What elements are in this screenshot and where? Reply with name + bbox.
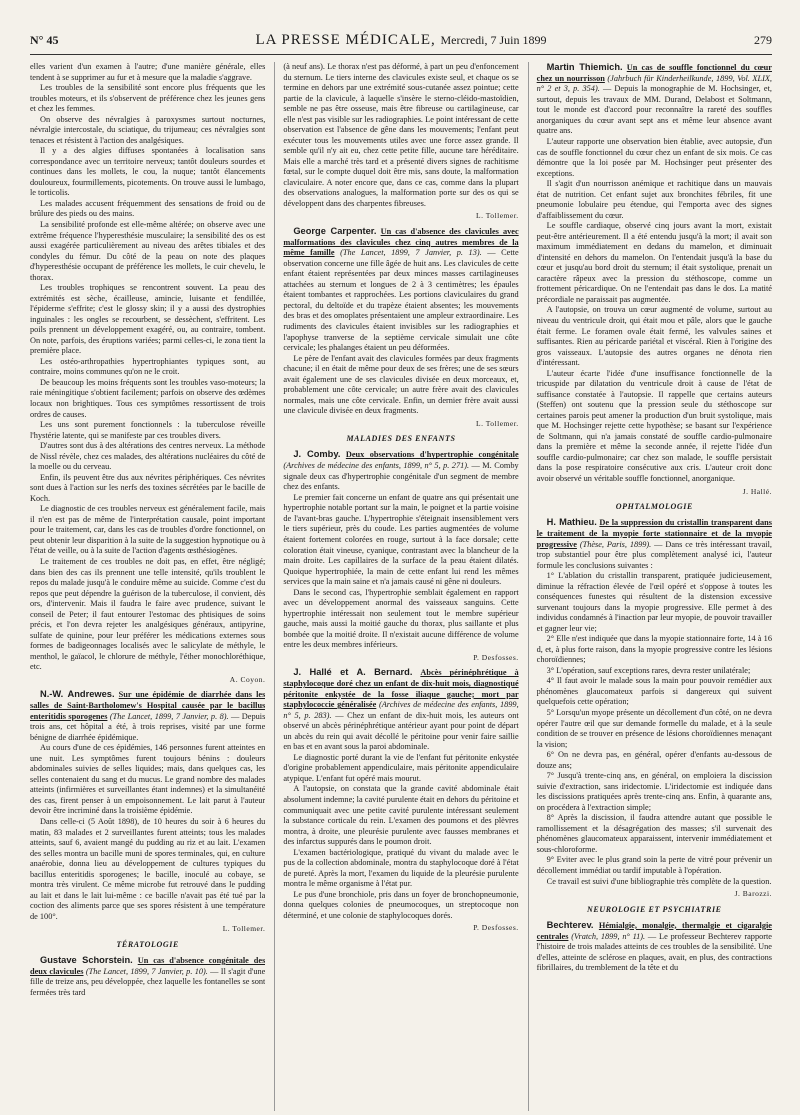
article-entry [537, 920, 772, 974]
article-title: Un cas d'absence des clavicules avec malformations des clavicules chez cinq autres membres de la même famille [283, 226, 519, 258]
article-entry [30, 955, 265, 998]
article-reference: (Jahrbuch für Kinderheilkunde, 1899, Vol. XLIX, n° 2 et 3, p. 354). [536, 73, 772, 94]
paragraph: 5° Lorsqu'un myope présente un décollement d'un côté, on ne devra opérer l'autre œil que sur demande formelle du malade, et à la seule condition de se trouver en présence de lésions choroïdiennes menaçant la vision; [536, 708, 772, 749]
column-left [30, 62, 265, 1111]
article-entry [30, 689, 265, 743]
article-body: — Depuis la monographie de M. Hochsinger, et, surtout, depuis les travaux de MM. Durand, Delabost et Soltmann, tout le monde est d'accord pour reconnaître la rareté des souffles anorganiques du cœur avant sept ans et même leur absence avant quatre ans. [536, 84, 772, 136]
article-signature: L. Tollemer. [476, 418, 519, 428]
article-body: — Depuis trois ans, cet hôpital a été, à trois reprises, visité par une forme bénigne de diarrhée épidémique. [30, 711, 266, 742]
paragraph: 9° Eviter avec le plus grand soin la perte de vitré pour prévenir un décollement immédiat ou tardif imputable à l'opération. [536, 855, 772, 875]
article-signature: P. Desfosses. [473, 652, 519, 662]
article-entry [537, 62, 772, 137]
article-body: — Cette observation concerne une fille âgée de huit ans. Les clavicules de cette enfant étaient représentées par deux minces masses cartilagineuses attachées au sternum et longues de 2 à 3 centimètres; les épaules étaient tombantes et rapprochées. Les portions claviculaires du grand pectoral, du deltoïde et du trapèze étaient absentes; les mouvements des bras et des omoplates présentaient une ampleur extraordinaire. Les rudiments des clavicules étaient invisibles sur les radiographies et l'apophyse tranverse de la septième cervicale simulait une côte cervicale; les phalanges étaient un peu déformées. [283, 248, 519, 353]
article-author: N.-W. Andrewes. [40, 689, 115, 700]
paragraph: Il y a des algies diffuses spontanées à localisation sans correspondance avec un territoire nerveux; tantôt douleurs sourdes et continues dans les mollets, le cou, la nuque; tantôt élancements douloureux, fourmillements, picotements. On trouve aussi le lumbago, le torticolis. [30, 146, 266, 198]
article-author: Martin Thiemich. [546, 62, 623, 72]
paragraph: Les troubles de la sensibilité sont encore plus fréquents que les troubles moteurs, et ils s'observent de préférence chez les jeunes gens et chez les femmes. [30, 83, 266, 114]
article-signature: L. Tollemer. [476, 211, 519, 221]
journal-title: LA PRESSE MÉDICALE, [255, 32, 436, 48]
article-body: — Dans ce très intéressant travail, trop substantiel pour être plus complètement analysé ici, l'auteur formule les conclusions suivantes : [536, 539, 772, 570]
section-heading: TÉRATOLOGIE [116, 939, 179, 949]
article-signature: J. Barozzi. [734, 889, 772, 899]
paragraph: Le père de l'enfant avait des clavicules formées par deux fragments chacune; il en était de même pour deux de ses frères; une de ses sœurs avait également une de ses clavicules divisée en deux morceaux, et, probablement une côte cervicale; un autre frère avait des clavicules normales, mais une côte cervicale. Enfin, un dernier frère avait aussi une clavicule divisée en deux fragments. [283, 353, 519, 416]
article-author: J. Hallé et A. Bernard. [293, 667, 413, 678]
article-body: — M. Comby signale deux cas d'hypertrophie congénitale d'un segment de membre chez des enfants. [283, 461, 519, 492]
article-title: Sur une épidémie de diarrhée dans les salles de Saint-Bartholomew's Hospital causée par le bacillus enteritidis sporogenes [30, 690, 266, 721]
page-header [30, 32, 772, 55]
paragraph: Ce travail est suivi d'une bibliographie très complète de la question. [546, 876, 772, 886]
paragraph: Le diagnostic porté durant la vie de l'enfant fut péritonite enkystée d'origine probablement appendiculaire, mais péritonite appendiculaire atypique. L'enfant fut opéré mais mourut. [283, 752, 519, 783]
article-reference: (Archives de médecine des enfants, 1899, n° 5, p. 271). [283, 461, 470, 471]
paragraph: Les troubles trophiques se rencontrent souvent. La peau des extrémités est sèche, écailleuse, amincie, luisante et fendillée, l'épiderme s'effrite; c'est le glossy skin; il y a aussi des dystrophies inguinales : les ongles se recourbent, se dessèchent, s'effritent. Les poils prennent un développement exagéré, ou, au contraire, tombent. On note, parfois, des éruptions variées; parmi celles-ci, le zona tient la première place. [30, 283, 266, 356]
paragraph: L'auteur écarte l'idée d'une insuffisance fonctionnelle de la tricuspide par dilatation du ventricule droit à cause de l'état de suffisance constatée à l'autopsie. Il rappelle que certains auteurs (Steffen) ont soutenu que la pression seule du stéthoscope sur certaines parois peut amener la production d'un bruit systolique, mais que M. Hochsinger rejette cette hypothèse; se basant sur l'expérience de Soltmann, qui n'a jamais constaté de souffle cardio-pulmonaire dans la première et même la seconde année, il rejette l'idée d'un souffle cardio-pulmonaire; car chez son malade, le souffle persistait dans la pose respiratoire consécutive aux cris. L'auteur croit donc avoir observé un véritable souffle fonctionnel, anorganique. [536, 368, 772, 483]
article-author: J. Comby. [293, 449, 341, 460]
paragraph: 7° Jusqu'à trente-cinq ans, en général, on emploiera la discission suivie d'extraction, sans iridectomie. L'iridectomie est indiquée dans les discissions pratiquées après trente-cinq ans. Enfin, à quarante ans, on procédera à l'extraction simple; [536, 771, 772, 812]
column-middle [274, 62, 518, 1111]
article-body: — Le professeur Bechterev rapporte l'histoire de trois malades atteints de ces troubles de la sensibilité. Une d'elles, atteinte de sclérose en plaques, avait, en plus, des contractions fibrillaires, du tremblement de la tête et du [536, 931, 772, 973]
paragraph: Les ostéo-arthropathies hypertrophiantes typiques sont, au contraire, moins communes qu'on ne le croit. [30, 356, 266, 377]
paragraph: 6° On ne devra pas, en général, opérer d'enfants au-dessous de douze ans; [536, 750, 772, 770]
article-signature: P. Desfosses. [473, 923, 519, 933]
article-author: Gustave Schorstein. [40, 954, 133, 965]
paragraph: Le traitement de ces troubles ne doit pas, en effet, être négligé; dans bien des cas ils prennent une telle intensité, qu'ils troublent le repos du malade jusqu'à le conduire même au suicide. Comme c'est du repos que peut dépendre la guérison de la tuberculose, il convient, dès ors, d'intervenir. Mais il faudra le faire avec prudence, suivant le conseil de Peter; il faut entourer l'estomac des phtisiques de soins précis, et l'on devra rejeter les analgésiques généraux, antipyrine, sulfate de quinine, pour leur préférer les médications externes sous formes de badigeonnages localisés avec le salicylate de méthyle, le menthol, le gaïacol, le chlorure de méthyle, l'éther monochloréthique, etc. [30, 556, 266, 672]
section-heading: NEUROLOGIE ET PSYCHIATRIE [587, 904, 722, 914]
article-entry [283, 449, 518, 492]
paragraph: 4° Il faut avoir le malade sous la main pour pouvoir remédier aux phénomènes glaucomateux parfois si dangereux qui suivent quelquefois cette opération; [536, 676, 772, 707]
text-columns [30, 62, 772, 1111]
article-entry [537, 517, 772, 571]
article-author: George Carpenter. [293, 225, 377, 236]
paragraph: Il s'agit d'un nourrisson anémique et rachitique dans un mauvais état de nutrition. Cet enfant sujet aux bronchites fébriles, fit une pneumonie lobulaire peu étendue, qui l'emporta avec des signes d'affaiblissement du cœur. [536, 179, 772, 220]
article-entry [283, 667, 518, 753]
article-title: De la suppression du cristallin transparent dans le traitement de la myopie forte stationnaire et de la myopie progressive [536, 518, 772, 549]
paragraph: 1° L'ablation du cristallin transparent, pratiquée judicieusement, diminue la réfraction élevée de l'œil opéré et s'oppose à toutes les conséquences funestes qui résultent de la distension excessive survenant toujours dans la myopie progressive. Elle permet à des individus condamnés à l'inaction par leur myopie, de pouvoir travailler et gagner leur vie; [536, 571, 772, 633]
paragraph: Le diagnostic de ces troubles nerveux est généralement facile, mais il n'en est pas de même de l'interprétation causale, point important pour le traitement, car, dans les cas de troubles d'ordre fonctionnel, on peut obtenir leur disparition à la suite de la suggestion hypnotique ou à l'état de veille, ou à la suite de l'action d'agents œsthésiogènes. [30, 504, 266, 556]
paragraph: La sensibilité profonde est elle-même altérée; on observe avec une extrême fréquence l'hyperesthésie musculaire; la sensibilité des os est aussi exagérée particulièrement au niveau des arêtes tibiales et des condyles du fémur. Du côté de la peau on note des plaques d'hyperesthésie occupant de préférence les mollets, le cuir chevelu, le thorax. [30, 219, 266, 282]
paragraph: L'auteur rapporte une observation bien établie, avec autopsie, d'un cas de souffle fonctionnel du cœur chez un enfant de six mois. Ce cas démontre que la loi posée par M. Hochsinger peut présenter des exceptions. [536, 136, 772, 178]
paragraph: Le souffle cardiaque, observé cinq jours avant la mort, existait peut-être antérieurement. Il a été entendu jusqu'à la mort; il avait son maximum immédiatement en dedans du mamelon, et diminuait d'intensité en dehors du mamelon. On l'entendait jusqu'à la base du cœur et jusqu'au bord droit du sternum; il était systolique, prenait un caractère râpeux avec la pression du stéthoscope, comme un frottement péricardique. On ne l'entendait pas dans le dos. La matité précordiale ne paraissait pas augmentée. [536, 221, 772, 304]
article-reference: (The Lancet, 1899, 7 Janvier, p. 8). [109, 711, 229, 721]
article-body: — Il s'agit d'une fille de treize ans, peu développée, chez laquelle les fontanelles se sont fermées très tard [30, 966, 266, 997]
page-number: 279 [754, 33, 772, 47]
issue-number: N° 45 [30, 33, 59, 47]
column-right [528, 62, 772, 1111]
paragraph: 2° Elle n'est indiquée que dans la myopie stationnaire forte, 14 à 16 d, et, à plus forte raison, dans la myopie progressive contre les lésions choroïdiennes; [536, 634, 772, 665]
paragraph: Le pus d'une bronchiole, pris dans un foyer de bronchopneumonie, donna quelques colonies de pneumocoques, un streptocoque non déterminé, et une colonie de staphylocoques dorés. [283, 889, 519, 920]
paragraph: De beaucoup les moins fréquents sont les troubles vaso-moteurs; la raie méningitique s'obtient facilement; parfois on observe des œdèmes locaux non brightiques. Tous ces symptômes ressortissent de trois ordres de causes. [30, 377, 266, 419]
article-title: Deux observations d'hypertrophie congénitale [345, 450, 519, 460]
article-reference: (The Lancet, 1899, 7 Janvier, p. 10). [85, 966, 208, 976]
paragraph: Les malades accusent fréquemment des sensations de froid ou de brûlure des pieds ou des mains. [30, 198, 266, 219]
paragraph: L'examen bactériologique, pratiqué du vivant du malade avec le pus de la collection abdominale, montra du staphylocoque doré à l'état de pureté. Après la mort, l'examen du liquide de la pleurésie purulente montra le même organisme à l'état pur. [283, 847, 519, 889]
article-reference: (The Lancet, 1899, 7 Janvier, p. 13). [340, 248, 482, 258]
article-title: Un cas d'absence congénitale des deux clavicules [30, 955, 266, 976]
paragraph: D'autres sont dus à des altérations des centres nerveux. La méthode de Nissl révèle, chez ces malades, des altérations nucléaires du côté de la moelle ou du cerveau. [30, 441, 266, 472]
paragraph: elles varient d'un examen à l'autre; d'une manière générale, elles tendent à se supprimer au fur et à mesure que la maladie s'aggrave. [30, 62, 266, 82]
journal-masthead [110, 32, 692, 49]
article-reference: (Archives de médecine des enfants, 1899, n° 5, p. 283). [283, 700, 519, 720]
paragraph: 3° L'opération, sauf exceptions rares, devra rester unilatérale; [546, 665, 751, 675]
paragraph: A l'autopsie, on trouva un cœur augmenté de volume, surtout au niveau du ventricule droit, qui était mou et pâle, alors que le gauche était ferme. Le foramen ovale était fermé, les valvules saines et suffisantes. Rien au péricarde pariétal et viscéral. Rien à l'origine des gros vaisseaux. L'autopsie des autres organes ne dénota rien d'intéressant. [536, 305, 772, 368]
section-heading: OPHTALMOLOGIE [615, 502, 693, 512]
article-reference: (Thèse, Paris, 1899). [579, 539, 652, 549]
paragraph: Le premier fait concerne un enfant de quatre ans qui présentait une hypertrophie notable portant sur la main, le poignet et la partie voisine de l'avant-bras gauche. L'hypertrophie s'éteignait insensiblement vers le tiers supérieur, près du coude. Les parties augmentées de volume étaient fortement colorées en rouge, surtout à la face dorsale; cette coloration était vineuse, cyanique, contrastant avec la blancheur de la main droite. Les capillaires de la surface de la peau étaient dilatés. Quoique hypertrophiée, la main de cette enfant lui rend les mêmes services que la main saine et n'a jamais causé ni gêne ni douleurs. [283, 492, 519, 587]
paragraph: A l'autopsie, on constata que la grande cavité abdominale était absolument indemne; la cavité purulente était en dehors du péritoine et communiquait avec une petite cavité purulente intéressant seulement la substance corticale du rein. L'examen des poumons et des plèvres montra, à droite, une pleurésie purulente avec fausses membranes et des infarctus suppurés dans le poumon droit. [283, 784, 519, 847]
paragraph: (à neuf ans). Le thorax n'est pas déformé, à part un peu d'enfoncement du sternum. Le tiers interne des clavicules existe seul, et chaque os se termine en dehors par une extrémité sous-cutanée assez pointue; cette partie de la clavicule, à laquelle s'insère le sterno-cléido-mastoïdien, semble ne pas être osseuse, mais être fibreuse ou cartilagineuse, car elle n'est pas visible sur les radiographies. Le point intéressant de cette observation est l'absence de gêne dans les mouvements; l'enfant peut exécuter tous les mouvements utiles avec une force assez grande. Il semble qu'il n'y ait eu, chez cette petite fille, aucune tare héréditaire. Mais elle a marché très tard et a présenté divers signes de rachitisme fœtal, sur le compte duquel doit être mis, sans doute, la malformation claviculaire. A noter encore que, dans ce cas, comme dans la plupart des observations analogues, la malformation porte sur des os qui se développent dans des charpentes fibreuses. [283, 62, 519, 208]
paragraph: Dans le second cas, l'hypertrophie semblait également en rapport avec un développement anormal des vaisseaux sanguins. Cette hypertrophie intéressait non seulement tout le membre supérieur gauche, mais aussi la moitié gauche du thorax, plus saillante et plus bombée que la moitié droite. Il n'existait aucune différence de volume entre les deux membres inférieurs. [283, 587, 519, 650]
paragraph: 8° Après la discission, il faudra attendre autant que possible le ramollissement et la désagrégation des masses; s'il survenait des phénomènes glaucomateux apparaissent, intervenir immédiatement et sous-chloroforme. [536, 813, 772, 854]
article-entry [283, 226, 518, 354]
article-author: H. Mathieu. [546, 517, 597, 528]
paragraph: Les uns sont purement fonctionnels : la tuberculose réveille l'hystérie latente, qui se manifeste par ces troubles divers. [30, 420, 266, 440]
article-author: Bechterev. [546, 919, 594, 930]
section-heading: MALADIES DES ENFANTS [346, 434, 456, 444]
paragraph: Enfin, ils peuvent être dus aux névrites périphériques. Ces névrites sont dues à l'action sur les nerfs des toxines sécrétées par le bacille de Koch. [30, 472, 266, 503]
article-body: — Chez un enfant de dix-huit mois, les auteurs ont observé un abcès périnéphrétique antérieur ayant pour point de départ un abcès du rein qui avait décollé le péritoine pour venir faire saillie en bas et en avant sous la paroi abdominale. [283, 710, 519, 752]
article-title: Abcès périnéphrétique à staphylocoque doré chez un enfant de dix-huit mois, diagnostiqué péritonite enkystée de la fosse iliaque gauche; mort par staphylococcie généralisée [283, 668, 519, 710]
paragraph: Dans celle-ci (5 Août 1898), de 10 heures du soir à 6 heures du matin, 83 malades et 2 surveillantes furent atteints; tous les malades atteints, sauf 6, avaient mangé du pudding au riz et au lait. L'examen des selles montra un bacille muni de spores terminales, qui, en culture anaérobie, donna lieu au développement de cultures typiques du bacillus enteritidis sporogenes; le bacille, inoculé au cobaye, se montra très virulent. Ce même microbe fut retrouvé dans le pudding au lait et dans le lait lui-même : ce bacille n'avait pas été tué par la coction des aliments parce que ses spores résistent à une température de 100°. [30, 816, 266, 921]
paragraph: Au cours d'une de ces épidémies, 146 personnes furent atteintes en une nuit. Les symptômes furent toujours bénins : douleurs abdominales suivies de selles liquides; mais, dans quelques cas, les selles contenaient du sang et du mucus. Le grand nombre des malades atteints (infirmières et surveillantes étant indemnes) et la simultanéité des cas, firent penser à un empoisonnement. Le lait parut à l'auteur devoir être incriminé dans la troisième épidémie. [30, 743, 266, 816]
article-reference: (Vratch, 1899, n° 11). [571, 931, 646, 941]
article-title: Un cas de souffle fonctionnel du cœur chez un nourrisson [536, 63, 772, 83]
issue-date: Mercredi, 7 Juin 1899 [440, 33, 547, 47]
paragraph: On observe des névralgies à paroxysmes surtout nocturnes, névralgie intercostale, du sciatique, du trijumeau; ces névralgies sont tenaces et résistent à l'action des analgésiques. [30, 114, 266, 145]
article-signature: J. Hallé. [742, 486, 772, 496]
article-signature: A. Coyon. [229, 674, 266, 684]
article-signature: L. Tollemer. [222, 924, 266, 934]
article-title: Hémialgie, monalgie, thermalgie et cigaralgie centrales [536, 920, 772, 941]
